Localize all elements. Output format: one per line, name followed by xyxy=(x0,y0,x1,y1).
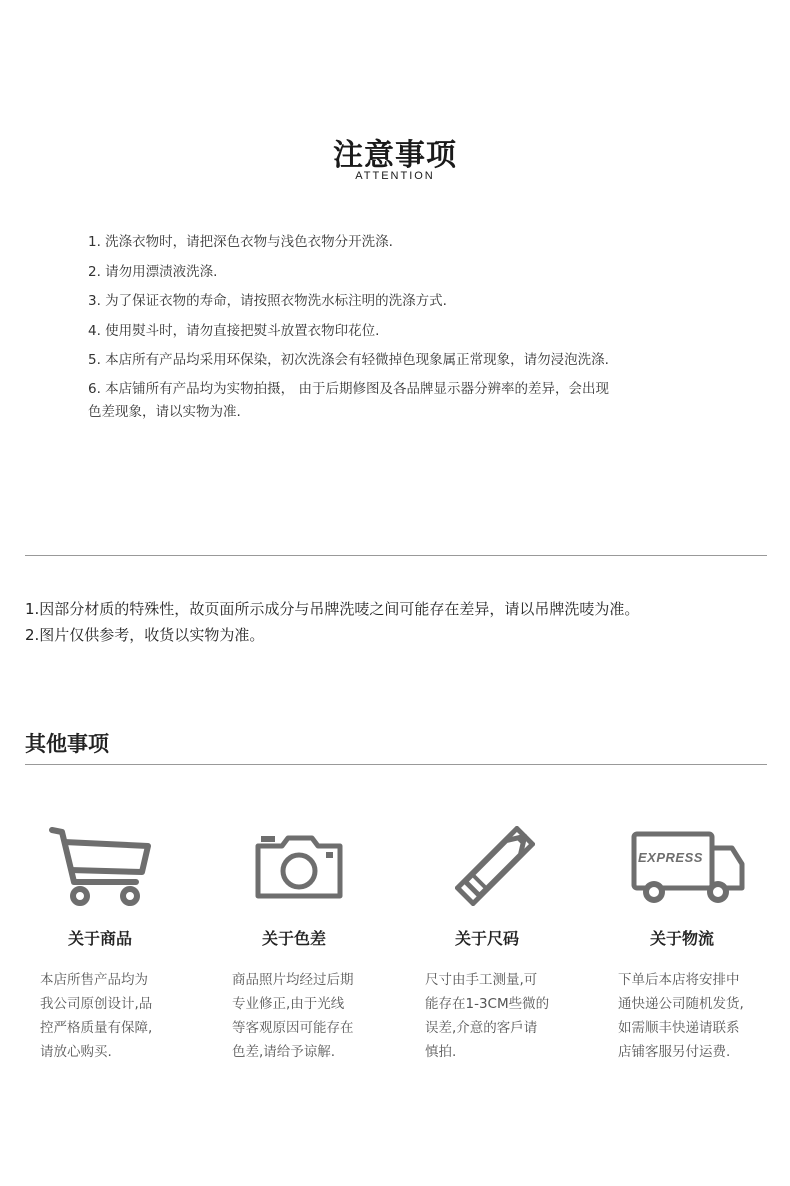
notice-item: 3. 为了保证衣物的寿命，请按照衣物洗水标注明的洗涤方式. xyxy=(88,293,447,309)
divider xyxy=(25,764,767,765)
feature-title: 关于物流 xyxy=(650,929,715,948)
feature-desc xyxy=(425,968,565,1064)
feature-row xyxy=(0,820,790,1080)
desc-line: 色差,请给予谅解. xyxy=(232,1044,336,1060)
desc-line: 慎拍. xyxy=(425,1044,457,1060)
note-block xyxy=(25,596,775,648)
desc-line: 下单后本店将安排中 xyxy=(618,972,740,988)
note-line: 2.图片仅供参考，收货以实物为准。 xyxy=(25,626,265,644)
notice-list xyxy=(88,228,708,422)
notice-item: 6. 本店铺所有产品均为实物拍摄， 由于后期修图及各品牌显示器分辨率的差异，会出现 xyxy=(88,380,609,397)
desc-line: 能存在1-3CM些微的 xyxy=(425,996,550,1012)
ruler-pencil-icon xyxy=(455,826,535,906)
section-title-other: 其他事项 xyxy=(25,732,109,756)
notice-item: 4. 使用熨斗时，请勿直接把熨斗放置衣物印花位. xyxy=(88,322,380,339)
desc-line: 误差,介意的客戶请 xyxy=(425,1020,538,1036)
feature-title: 关于商品 xyxy=(68,929,133,948)
desc-line: 专业修正,由于光线 xyxy=(232,996,345,1012)
feature-title: 关于尺码 xyxy=(455,929,520,948)
desc-line: 请放心购买. xyxy=(40,1044,112,1060)
divider xyxy=(25,555,767,556)
feature-title: 关于色差 xyxy=(262,929,327,948)
feature-desc xyxy=(40,968,180,1064)
desc-line: 如需顺丰快递请联系 xyxy=(618,1020,740,1036)
desc-line: 我公司原创设计,品 xyxy=(40,996,153,1012)
feature-desc xyxy=(618,968,768,1064)
desc-line: 通快递公司随机发货, xyxy=(618,996,744,1012)
page-title: 注意事项 xyxy=(333,138,457,173)
desc-line: 等客观原因可能存在 xyxy=(232,1020,354,1036)
notice-item-continued: 色差现象，请以实物为准. xyxy=(88,403,241,420)
desc-line: 控严格质量有保障, xyxy=(40,1020,153,1036)
notice-item: 2. 请勿用漂渍液洗涤. xyxy=(88,263,218,280)
desc-line: 店铺客服另付运费. xyxy=(618,1044,731,1060)
page-subtitle: ATTENTION xyxy=(355,170,435,182)
feature-desc xyxy=(232,968,372,1064)
truck-label: EXPRESS xyxy=(638,850,703,865)
desc-line: 本店所售产品均为 xyxy=(40,972,148,988)
notice-item: 1. 洗涤衣物时，请把深色衣物与浅色衣物分开洗涤. xyxy=(88,234,393,250)
camera-icon xyxy=(254,832,344,902)
note-line: 1.因部分材质的特殊性，故页面所示成分与吊牌洗唛之间可能存在差异，请以吊牌洗唛为准。 xyxy=(25,600,640,618)
notice-item: 5. 本店所有产品均采用环保染，初次洗涤会有轻微掉色现象属正常现象，请勿浸泡洗涤. xyxy=(88,352,609,368)
desc-line: 尺寸由手工测量,可 xyxy=(425,972,538,988)
desc-line: 商品照片均经过后期 xyxy=(232,972,354,988)
shopping-cart-icon xyxy=(48,824,152,910)
express-truck-icon xyxy=(630,828,746,910)
